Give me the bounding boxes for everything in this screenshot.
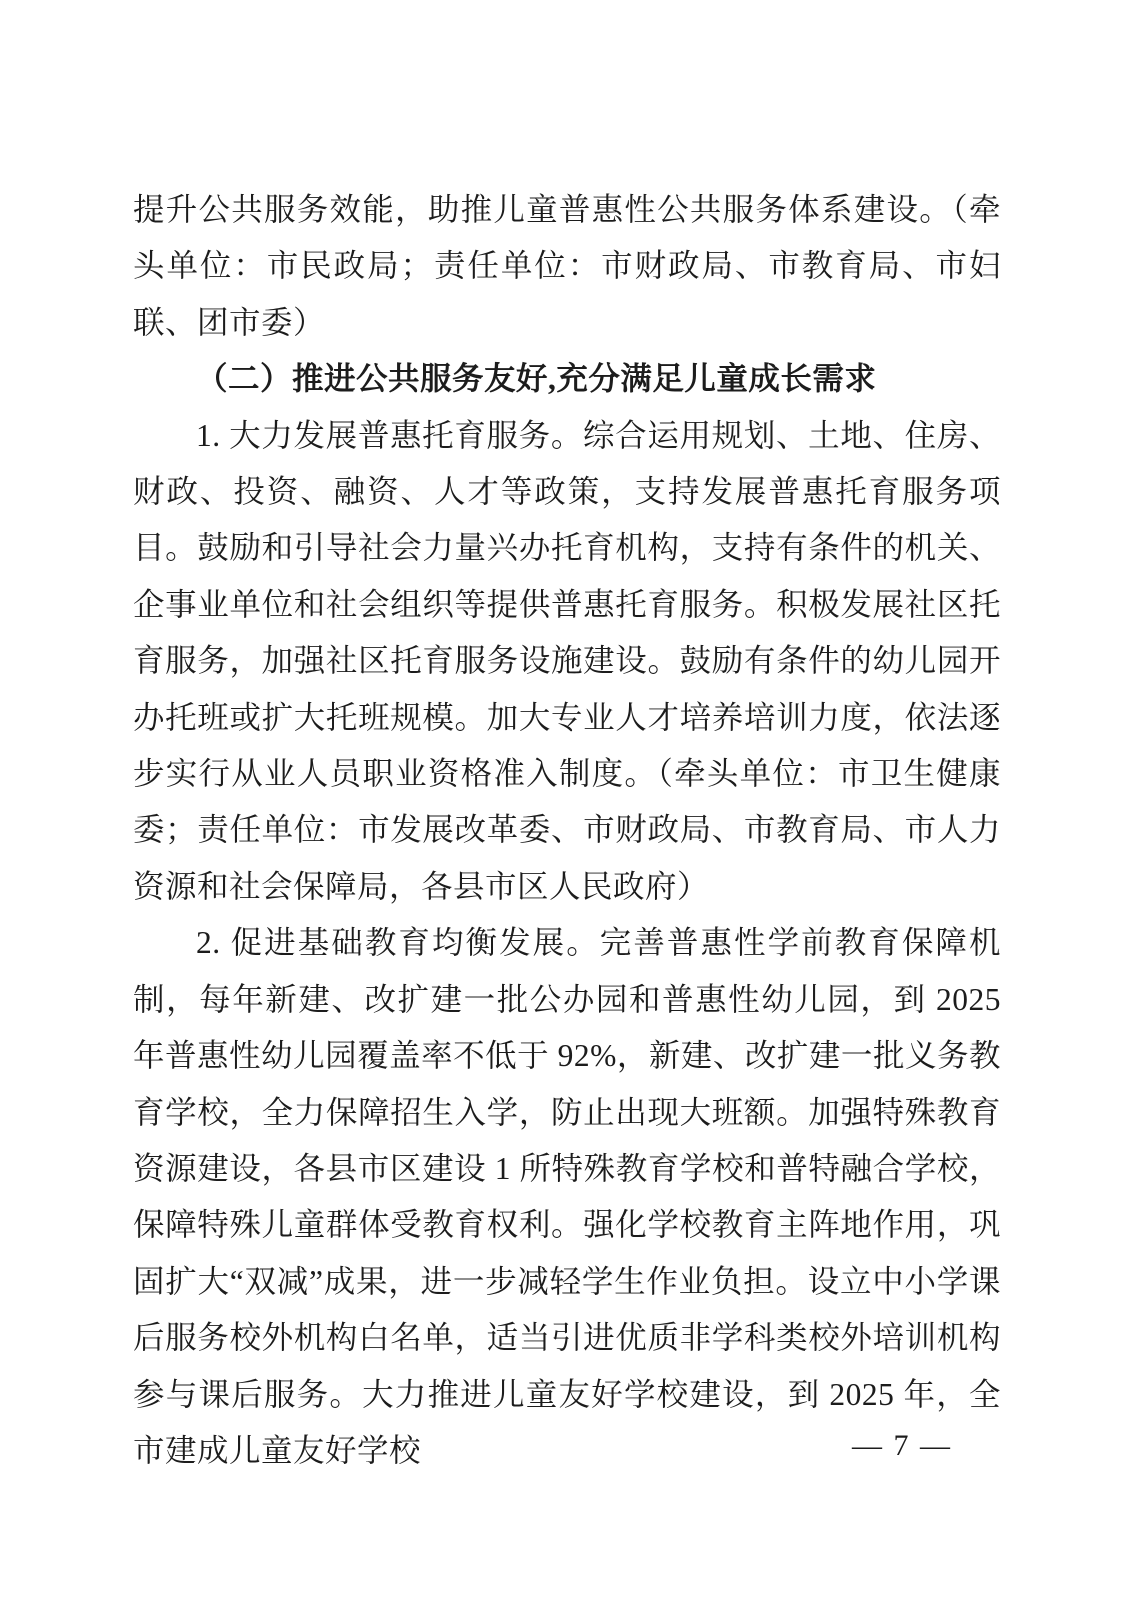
page-footer [852, 1428, 952, 1464]
paragraph-continuation: 提升公共服务效能，助推儿童普惠性公共服务体系建设。（牵头单位：市民政局；责任单位：市财政局、市教育局、市妇联、团市委） [133, 192, 1001, 340]
document-body [133, 182, 1001, 1479]
paragraph-item-2: 2. 促进基础教育均衡发展。完善普惠性学前教育保障机制，每年新建、改扩建一批公办园和普惠性幼儿园，到 2025 年普惠性幼儿园覆盖率不低于 92%，新建、改扩建一批义务教育学校，全力保障招生入学，防止出现大班额。加强特殊教育资源建设，各县市区建设 1 所特殊教育学校和普特融合学校，保障特殊儿童群体受教育权利。强化学校教育主阵地作用，巩固扩大“双减”成果，进一步减轻学生作业负担。设立中小学课后服务校外机构白名单，适当引进优质非学科类校外培训机构参与课后服务。大力推进儿童友好学校建设，到 2025 年，全市建成儿童友好学校 [133, 925, 1001, 1468]
section-heading: （二）推进公共服务友好,充分满足儿童成长需求 [196, 361, 877, 397]
page-number: — 7 — [852, 1429, 952, 1462]
paragraph-item-1: 1. 大力发展普惠托育服务。综合运用规划、土地、住房、财政、投资、融资、人才等政策，支持发展普惠托育服务项目。鼓励和引导社会力量兴办托育机构，支持有条件的机关、企事业单位和社会组织等提供普惠托育服务。积极发展社区托育服务，加强社区托育服务设施建设。鼓励有条件的幼儿园开办托班或扩大托班规模。加大专业人才培养培训力度，依法逐步实行从业人员职业资格准入制度。（牵头单位：市卫生健康委；责任单位：市发展改革委、市财政局、市教育局、市人力资源和社会保障局，各县市区人民政府） [133, 417, 1001, 904]
